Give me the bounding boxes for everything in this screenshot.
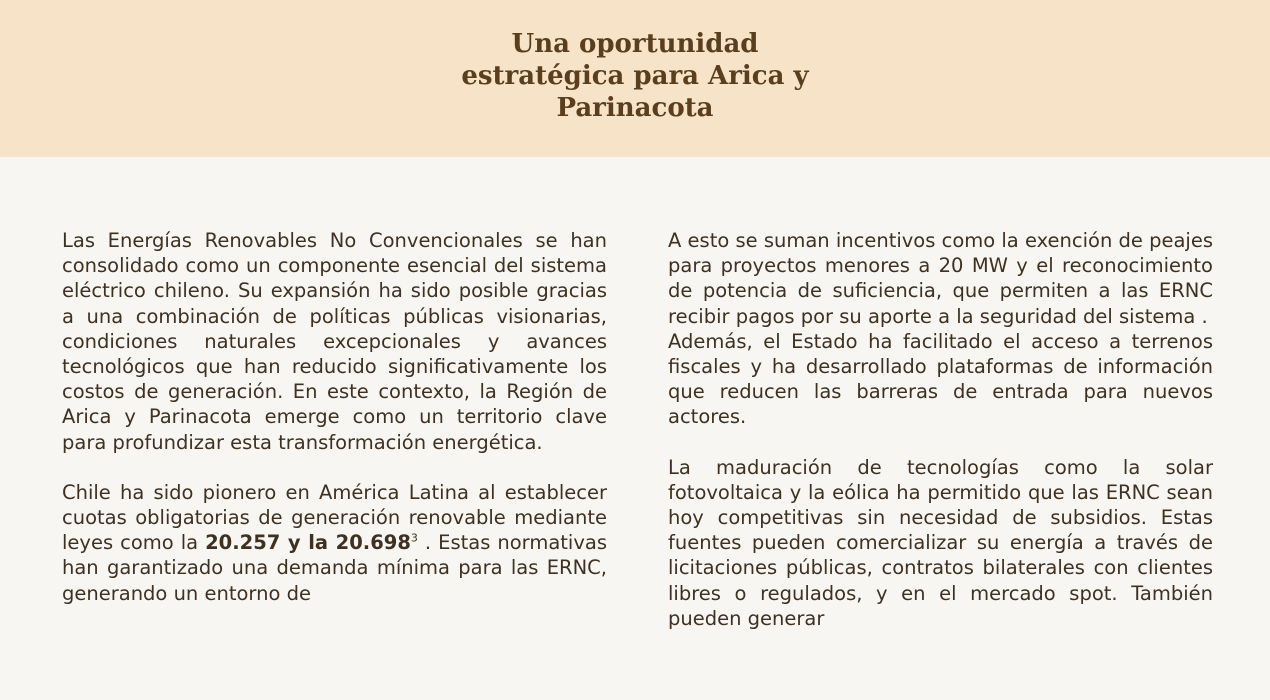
law-numbers: 20.257 y la 20.698 — [205, 531, 411, 555]
title-banner — [0, 0, 1270, 157]
title-line-2: estratégica para Arica y — [461, 61, 809, 91]
paragraph-ernc-intro: Las Energías Renovables No Convencionales se han consolidado como un componente esencial del sistema eléctrico chileno. Su expansión ha sido posible gracias a una combinación de políticas públicas visionarias, condiciones naturales excepcionales y avances tecnológicos que han reducido significativamente los costos de generación. En este contexto, la Región de Arica y Parinacota emerge como un territorio clave para profundizar esta transformación energética. — [62, 229, 607, 454]
footnote-ref: 3 — [410, 531, 418, 545]
paragraph-state-access: Además, el Estado ha facilitado el acceso a terrenos fiscales y ha desarrollado plataformas de información que reducen las barreras de entrada para nuevos actores. — [668, 329, 1213, 429]
paragraph-incentives: A esto se suman incentivos como la exención de peajes para proyectos menores a 20 MW y el reconocimiento de potencia de suficiencia, que permiten a las ERNC recibir pagos por su aporte a la seguridad del sistema . — [668, 229, 1213, 328]
title-line-3: Parinacota — [556, 93, 714, 123]
page-title — [0, 28, 1270, 124]
paragraph-text: . Estas normativas han garantizado una demanda mínima para las ERNC, generando un entorno de — [62, 531, 607, 605]
paragraph-technology-maturity: La maduración de tecnologías como la solar fotovoltaica y la eólica ha permitido que las ERNC sean hoy competitivas sin necesidad de subsidios. Estas fuentes pueden comercializar su energía a través de licitaciones públicas, contratos bilaterales con clientes libres o regulados, y en el mercado spot. También pueden generar — [668, 455, 1213, 630]
paragraph-chile-pioneer — [62, 480, 607, 606]
left-column — [62, 228, 607, 631]
right-column — [668, 228, 1213, 656]
title-line-1: Una oportunidad — [511, 29, 759, 59]
paragraph-text: Chile ha sido pionero en América Latina al establecer cuotas obligatorias de generación renovable mediante leyes como la — [62, 480, 607, 555]
